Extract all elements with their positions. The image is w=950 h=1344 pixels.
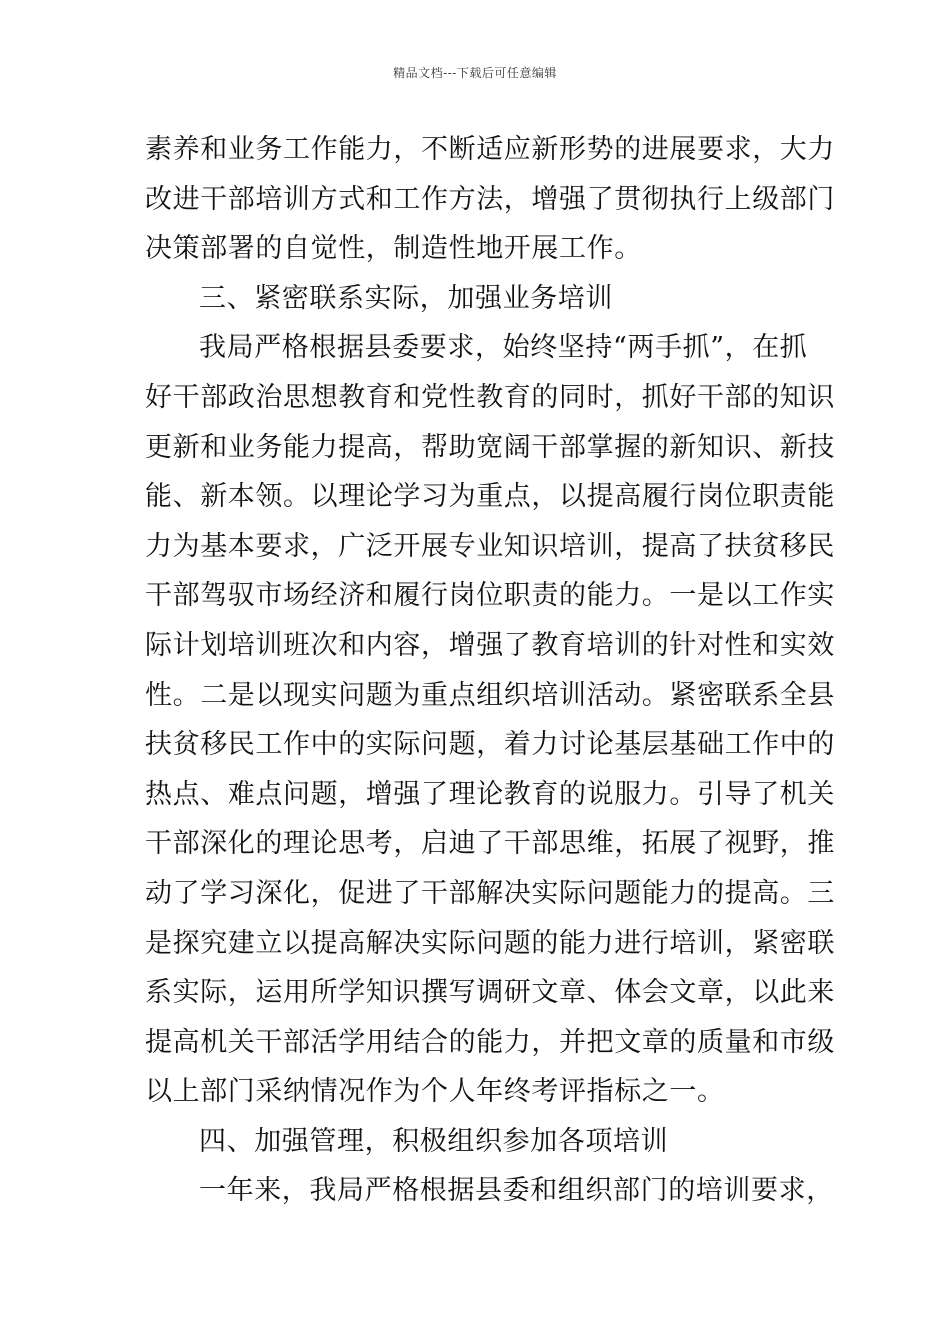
text-line: 际计划培训班次和内容，增强了教育培训的针对性和实效 xyxy=(145,629,835,661)
text-line: 决策部署的自觉性，制造性地开展工作。 xyxy=(145,233,642,265)
text-line: 力为基本要求，广泛开展专业知识培训，提高了扶贫移民 xyxy=(145,530,835,562)
text-line: 提高机关干部活学用结合的能力，并把文章的质量和市级 xyxy=(145,1026,835,1058)
text-line: 好干部政治思想教育和党性教育的同时，抓好干部的知识 xyxy=(145,381,835,413)
text-line: 系实际，运用所学知识撰写调研文章、体会文章，以此来 xyxy=(145,977,835,1009)
text-line: 是探究建立以提高解决实际问题的能力进行培训，紧密联 xyxy=(145,927,835,959)
section-heading: 三、紧密联系实际，加强业务培训 xyxy=(199,282,613,314)
text-line: 能、新本领。以理论学习为重点，以提高履行岗位职责能 xyxy=(145,481,835,513)
text-line: 动了学习深化，促进了干部解决实际问题能力的提高。三 xyxy=(145,877,835,909)
text-line: 素养和业务工作能力，不断适应新形势的进展要求，大力 xyxy=(145,134,835,165)
text-line: 一年来，我局严格根据县委和组织部门的培训要求， xyxy=(199,1175,834,1207)
text-line: 更新和业务能力提高，帮助宽阔干部掌握的新知识、新技 xyxy=(145,431,835,463)
text-line: 我局严格根据县委要求，始终坚持“两手抓”，在抓 xyxy=(199,332,808,364)
text-line: 扶贫移民工作中的实际问题，着力讨论基层基础工作中的 xyxy=(145,729,835,761)
text-line: 性。二是以现实问题为重点组织培训活动。紧密联系全县 xyxy=(145,679,835,711)
text-line: 干部驾驭市场经济和履行岗位职责的能力。一是以工作实 xyxy=(145,580,835,612)
document-body xyxy=(145,125,835,1216)
section-heading: 四、加强管理，积极组织参加各项培训 xyxy=(199,1125,669,1157)
text-line: 以上部门采纳情况作为个人年终考评指标之一。 xyxy=(145,1076,725,1108)
text-line: 干部深化的理论思考，启迪了干部思维，拓展了视野，推 xyxy=(145,828,835,860)
page-header: 精品文档---下载后可任意编辑 xyxy=(393,66,557,80)
text-line: 改进干部培训方式和工作方法，增强了贯彻执行上级部门 xyxy=(145,183,835,215)
text-line: 热点、难点问题，增强了理论教育的说服力。引导了机关 xyxy=(145,778,835,810)
